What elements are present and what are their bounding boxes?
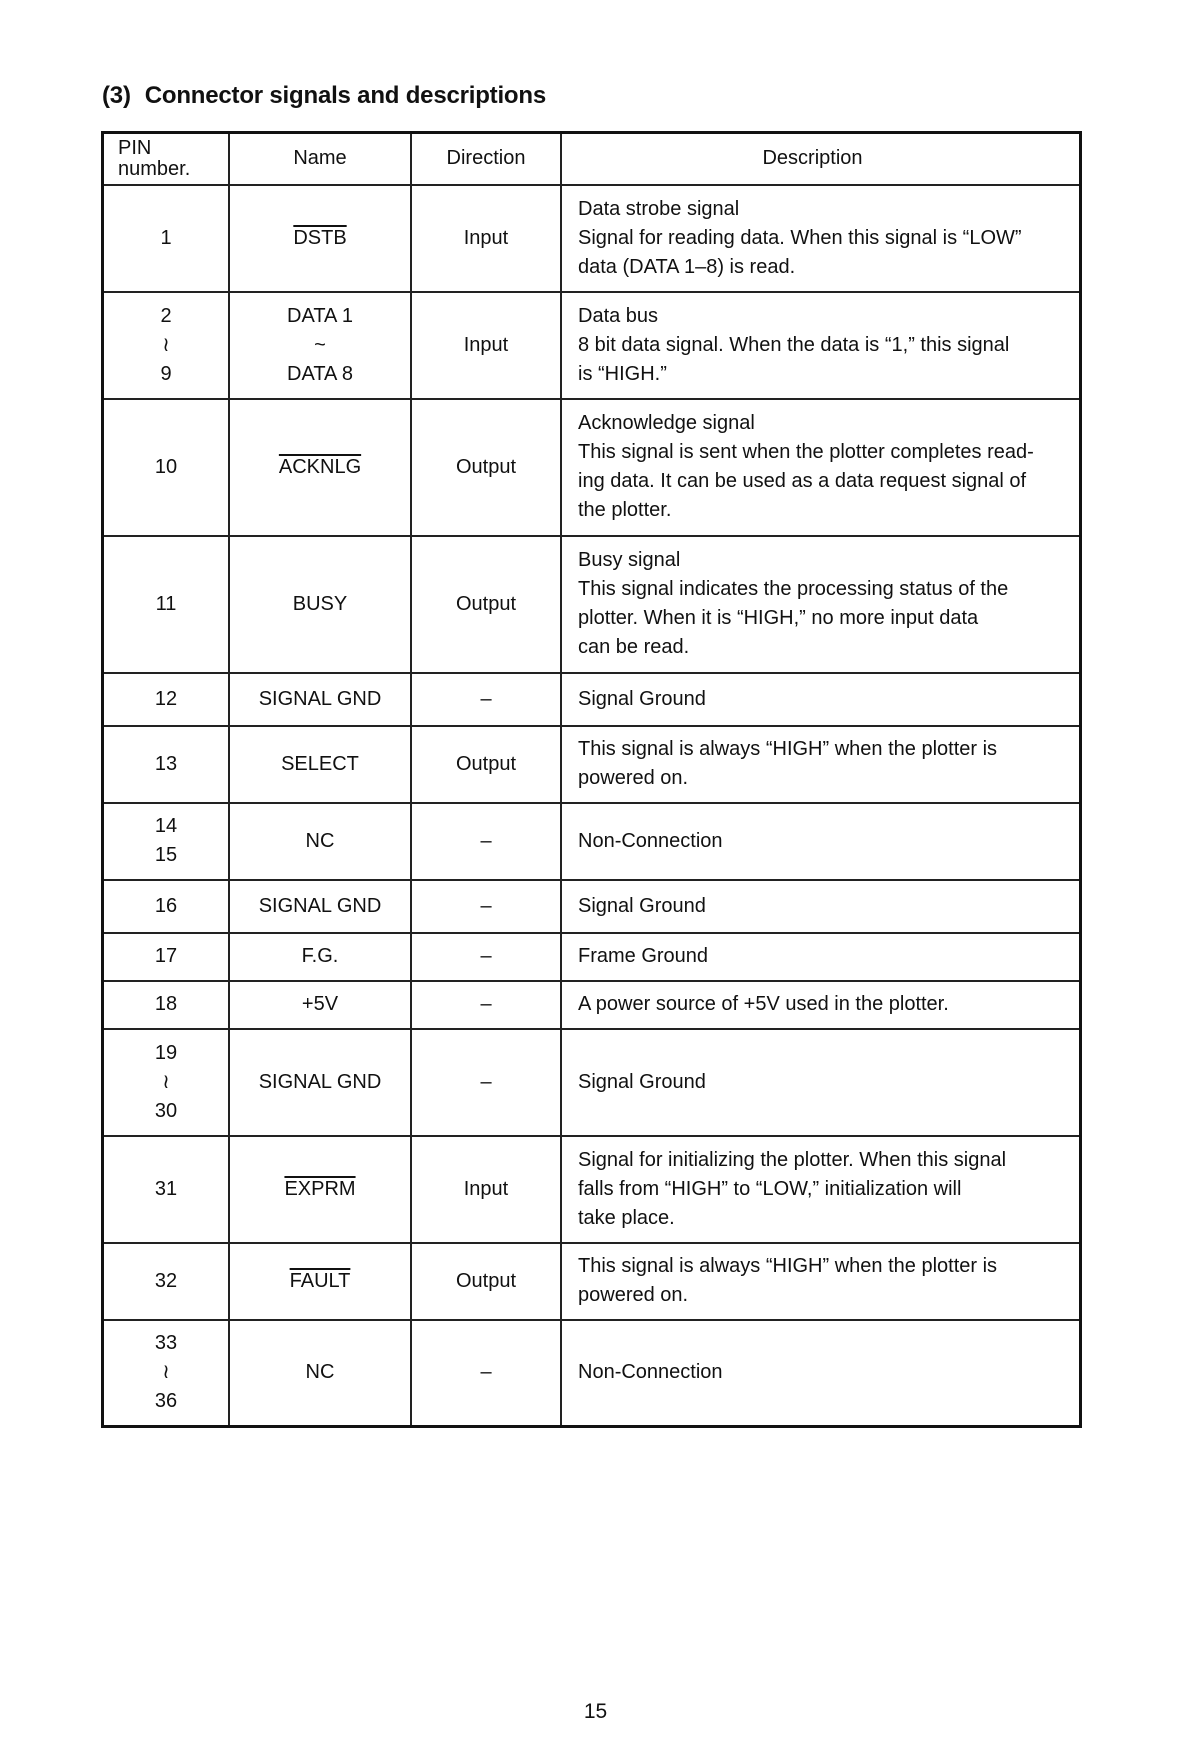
signal-description-line: Signal for reading data. When this signal is “LOW” xyxy=(578,226,1022,249)
pin-number: 1 xyxy=(160,226,172,249)
table-row xyxy=(103,981,1081,1029)
signal-name-cell xyxy=(229,1136,411,1243)
pin-number: 32 xyxy=(154,1269,178,1292)
signal-name: NC xyxy=(305,829,335,852)
pin-number: 36 xyxy=(154,1390,178,1413)
signal-direction: Output xyxy=(411,536,561,673)
signal-description-line: Signal Ground xyxy=(578,687,706,710)
signal-direction: – xyxy=(411,1320,561,1427)
table-row xyxy=(103,292,1081,399)
signal-description-cell xyxy=(561,1320,1081,1427)
pin-number-cell xyxy=(103,673,230,726)
signal-description-cell xyxy=(561,673,1081,726)
signal-name-cell xyxy=(229,399,411,536)
table-row xyxy=(103,933,1081,981)
signal-description-cell xyxy=(561,933,1081,981)
signal-name-cell xyxy=(229,1029,411,1136)
signal-name: SELECT xyxy=(281,752,359,775)
signal-description-line: Non-Connection xyxy=(578,829,723,852)
signal-name-cell xyxy=(229,880,411,933)
signal-description-cell xyxy=(561,1243,1081,1320)
signal-description-line: Signal Ground xyxy=(578,894,706,917)
signal-description-line: 8 bit data signal. When the data is “1,” this signal xyxy=(578,333,1010,356)
pin-number-cell xyxy=(103,1136,230,1243)
signal-description-line: take place. xyxy=(578,1206,675,1229)
table-row xyxy=(103,536,1081,673)
pin-number: 33 xyxy=(154,1332,178,1355)
pin-number: 12 xyxy=(154,687,178,710)
signal-description-line: Data bus xyxy=(578,304,659,327)
signal-name-cell xyxy=(229,673,411,726)
signal-description-cell xyxy=(561,1136,1081,1243)
pin-number: 31 xyxy=(154,1177,178,1200)
signal-name: SIGNAL GND xyxy=(258,687,382,710)
signal-name: DSTB xyxy=(293,226,347,249)
pin-number: ≀ xyxy=(162,1070,170,1093)
signal-name-cell xyxy=(229,1243,411,1320)
signal-description-cell xyxy=(561,880,1081,933)
header-pin-line2: number. xyxy=(118,157,191,180)
signal-description-cell xyxy=(561,981,1081,1029)
signal-name-cell xyxy=(229,536,411,673)
pin-number: 16 xyxy=(154,894,178,917)
pin-number-cell xyxy=(103,1243,230,1320)
signal-description-cell xyxy=(561,536,1081,673)
signal-description-line: powered on. xyxy=(578,1284,689,1306)
signal-name-cell xyxy=(229,1320,411,1427)
signal-description-line: This signal is always “HIGH” when the plotter is xyxy=(578,738,998,760)
pin-number-cell xyxy=(103,880,230,933)
signal-name: SIGNAL GND xyxy=(258,1070,382,1093)
table-row xyxy=(103,880,1081,933)
pin-number: 11 xyxy=(155,592,177,615)
signal-description-line: falls from “HIGH” to “LOW,” initialization will xyxy=(578,1177,962,1200)
signal-description-line: This signal indicates the processing status of the xyxy=(578,578,1009,600)
section-heading xyxy=(102,82,546,110)
pin-number: 15 xyxy=(154,844,178,866)
pin-number-cell xyxy=(103,399,230,536)
table-row xyxy=(103,1243,1081,1320)
pin-number: 10 xyxy=(154,455,178,478)
table-row xyxy=(103,185,1081,292)
pin-number-cell xyxy=(103,185,230,292)
table-row xyxy=(103,726,1081,803)
signal-name: +5V xyxy=(301,993,339,1015)
signal-direction: – xyxy=(411,981,561,1029)
pin-number-cell xyxy=(103,933,230,981)
pin-number-cell xyxy=(103,981,230,1029)
signal-name: NC xyxy=(305,1361,335,1384)
header-name: Name xyxy=(229,133,411,185)
signal-name: DATA 8 xyxy=(287,362,353,385)
signal-description-cell xyxy=(561,185,1081,292)
signal-description-cell xyxy=(561,726,1081,803)
signal-description-line: plotter. When it is “HIGH,” no more input data xyxy=(578,607,979,629)
section-number: (3) xyxy=(102,82,131,109)
signal-name-cell xyxy=(229,726,411,803)
pin-number: 19 xyxy=(154,1041,178,1064)
signal-description-line: ing data. It can be used as a data request signal of xyxy=(578,470,1027,492)
signal-name: F.G. xyxy=(301,945,339,967)
signal-description-line: This signal is sent when the plotter completes read- xyxy=(578,441,1034,463)
signal-name: DATA 1 xyxy=(287,304,353,327)
pin-number: ≀ xyxy=(162,333,170,356)
signal-name: ACKNLG xyxy=(278,455,362,478)
header-pin-number xyxy=(103,133,230,185)
table-row xyxy=(103,673,1081,726)
pin-number: 18 xyxy=(154,993,178,1015)
signal-description-line: Signal for initializing the plotter. When this signal xyxy=(578,1148,1007,1171)
signal-description-line: the plotter. xyxy=(578,499,672,521)
signal-description-cell xyxy=(561,399,1081,536)
signal-description-line: data (DATA 1–8) is read. xyxy=(578,255,796,278)
pin-number-cell xyxy=(103,1029,230,1136)
signal-description-line: Non-Connection xyxy=(578,1361,723,1384)
signal-name-cell xyxy=(229,933,411,981)
signal-description-line: can be read. xyxy=(578,636,690,658)
signal-name: FAULT xyxy=(289,1269,351,1292)
signal-description-cell xyxy=(561,1029,1081,1136)
pin-number-cell xyxy=(103,1320,230,1427)
table-row xyxy=(103,399,1081,536)
signal-description-line: A power source of +5V used in the plotter. xyxy=(578,993,949,1015)
signal-name-cell xyxy=(229,803,411,880)
signal-direction: Output xyxy=(411,1243,561,1320)
signal-description-line: Frame Ground xyxy=(578,945,709,967)
header-pin-line1: PIN xyxy=(118,136,152,159)
signal-description-line: powered on. xyxy=(578,767,689,789)
signal-name: EXPRM xyxy=(284,1177,356,1200)
signal-name-cell xyxy=(229,185,411,292)
signal-name: BUSY xyxy=(292,592,348,615)
signal-direction: – xyxy=(411,673,561,726)
signal-direction: Output xyxy=(411,399,561,536)
header-direction: Direction xyxy=(411,133,561,185)
pin-number: 2 xyxy=(160,304,172,327)
pin-number: 30 xyxy=(154,1099,178,1122)
signal-direction: Input xyxy=(411,292,561,399)
pin-number: 13 xyxy=(154,752,178,775)
signal-description-line: is “HIGH.” xyxy=(578,362,667,385)
signal-description-cell xyxy=(561,803,1081,880)
header-description: Description xyxy=(561,133,1081,185)
signal-description-line: Signal Ground xyxy=(578,1070,706,1093)
signal-name: SIGNAL GND xyxy=(258,894,382,917)
pin-number: 17 xyxy=(154,945,178,967)
pin-number: 14 xyxy=(154,815,178,837)
signal-direction: – xyxy=(411,1029,561,1136)
signal-description-cell xyxy=(561,292,1081,399)
section-title: Connector signals and descriptions xyxy=(144,82,547,109)
pin-number: ≀ xyxy=(162,1361,170,1384)
signal-direction: – xyxy=(411,803,561,880)
pin-number: 9 xyxy=(160,362,172,385)
signal-direction: Input xyxy=(411,185,561,292)
connector-signals-table xyxy=(101,131,1082,1428)
signal-direction: Input xyxy=(411,1136,561,1243)
signal-description-line: Data strobe signal xyxy=(578,197,740,220)
table-row xyxy=(103,1029,1081,1136)
signal-description-line: Busy signal xyxy=(578,549,681,571)
table-row xyxy=(103,803,1081,880)
signal-direction: Output xyxy=(411,726,561,803)
signal-name-cell xyxy=(229,981,411,1029)
signal-description-line: This signal is always “HIGH” when the plotter is xyxy=(578,1255,998,1277)
signal-description-line: Acknowledge signal xyxy=(578,412,755,434)
table-header-row xyxy=(103,133,1081,185)
signal-name-cell xyxy=(229,292,411,399)
pin-number-cell xyxy=(103,292,230,399)
signal-direction: – xyxy=(411,880,561,933)
pin-number-cell xyxy=(103,536,230,673)
signal-name: ~ xyxy=(314,333,326,356)
signal-direction: – xyxy=(411,933,561,981)
table-row xyxy=(103,1136,1081,1243)
pin-number-cell xyxy=(103,803,230,880)
pin-number-cell xyxy=(103,726,230,803)
page-number: 15 xyxy=(583,1700,608,1723)
table-row xyxy=(103,1320,1081,1427)
table-body xyxy=(103,185,1081,1427)
